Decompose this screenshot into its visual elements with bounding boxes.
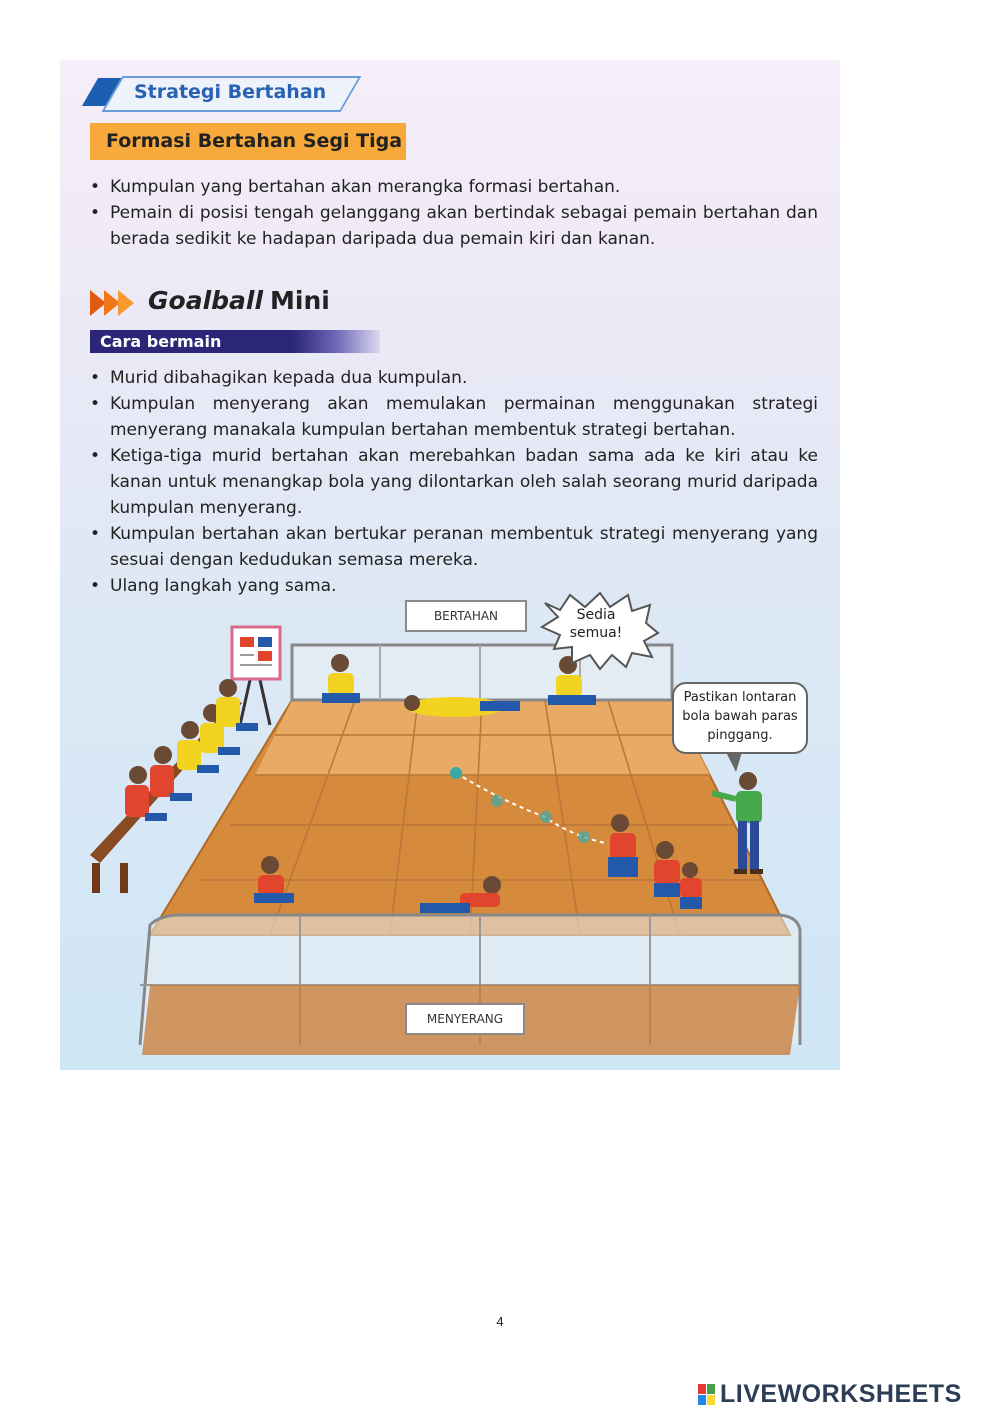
activity-title-italic: Goalball [148,286,264,315]
how-to-play-heading: Cara bermain [90,330,380,353]
attacking-side-sign: MENYERANG [405,1003,525,1035]
chevron-right-icon [118,290,134,316]
list-item: • Murid dibahagikan kepada dua kumpulan. [88,365,818,391]
players-speech-bubble [540,595,652,659]
list-item: • Ulang langkah yang sama. [88,573,818,599]
section-header [90,72,355,110]
brand-name: LIVEWORKSHEETS [720,1380,962,1408]
teacher-speech-bubble: Pastikan lontaran bola bawah paras pinggang. [672,682,808,754]
section-title: Strategi Bertahan [134,81,327,103]
defending-side-sign: BERTAHAN [405,600,527,632]
liveworksheets-logo-icon [698,1384,716,1406]
activity-title-plain: Mini [270,286,330,315]
list-item: • Pemain di posisi tengah gelanggang akan bertindak sebagai pemain bertahan dan berada sedikit ke hadapan daripada dua pemain kiri dan kanan. [88,200,818,252]
goalball-court-illustration [60,585,840,1070]
list-item: • Kumpulan bertahan akan bertukar peranan membentuk strategi menyerang yang sesuai dengan kedudukan semasa mereka. [88,521,818,573]
list-item: • Kumpulan menyerang akan memulakan permainan menggunakan strategi menyerang manakala kumpulan bertahan membentuk strategi bertahan. [88,391,818,443]
how-to-play-list [88,365,818,599]
court-drawing [60,585,840,1070]
list-item: • Ketiga-tiga murid bertahan akan merebahkan badan sama ada ke kiri atau ke kanan untuk menangkap bola yang dilontarkan oleh salah seorang murid daripada kumpulan menyerang. [88,443,818,521]
players-speech-line1: Sedia [576,607,616,623]
strategy-bullet-list [88,174,818,252]
textbook-page [60,60,840,1070]
players-speech-line2: semua! [569,625,623,641]
page-number: 4 [496,1314,504,1329]
list-item: • Kumpulan yang bertahan akan merangka formasi bertahan. [88,174,818,200]
subsection-title: Formasi Bertahan Segi Tiga [90,123,406,160]
